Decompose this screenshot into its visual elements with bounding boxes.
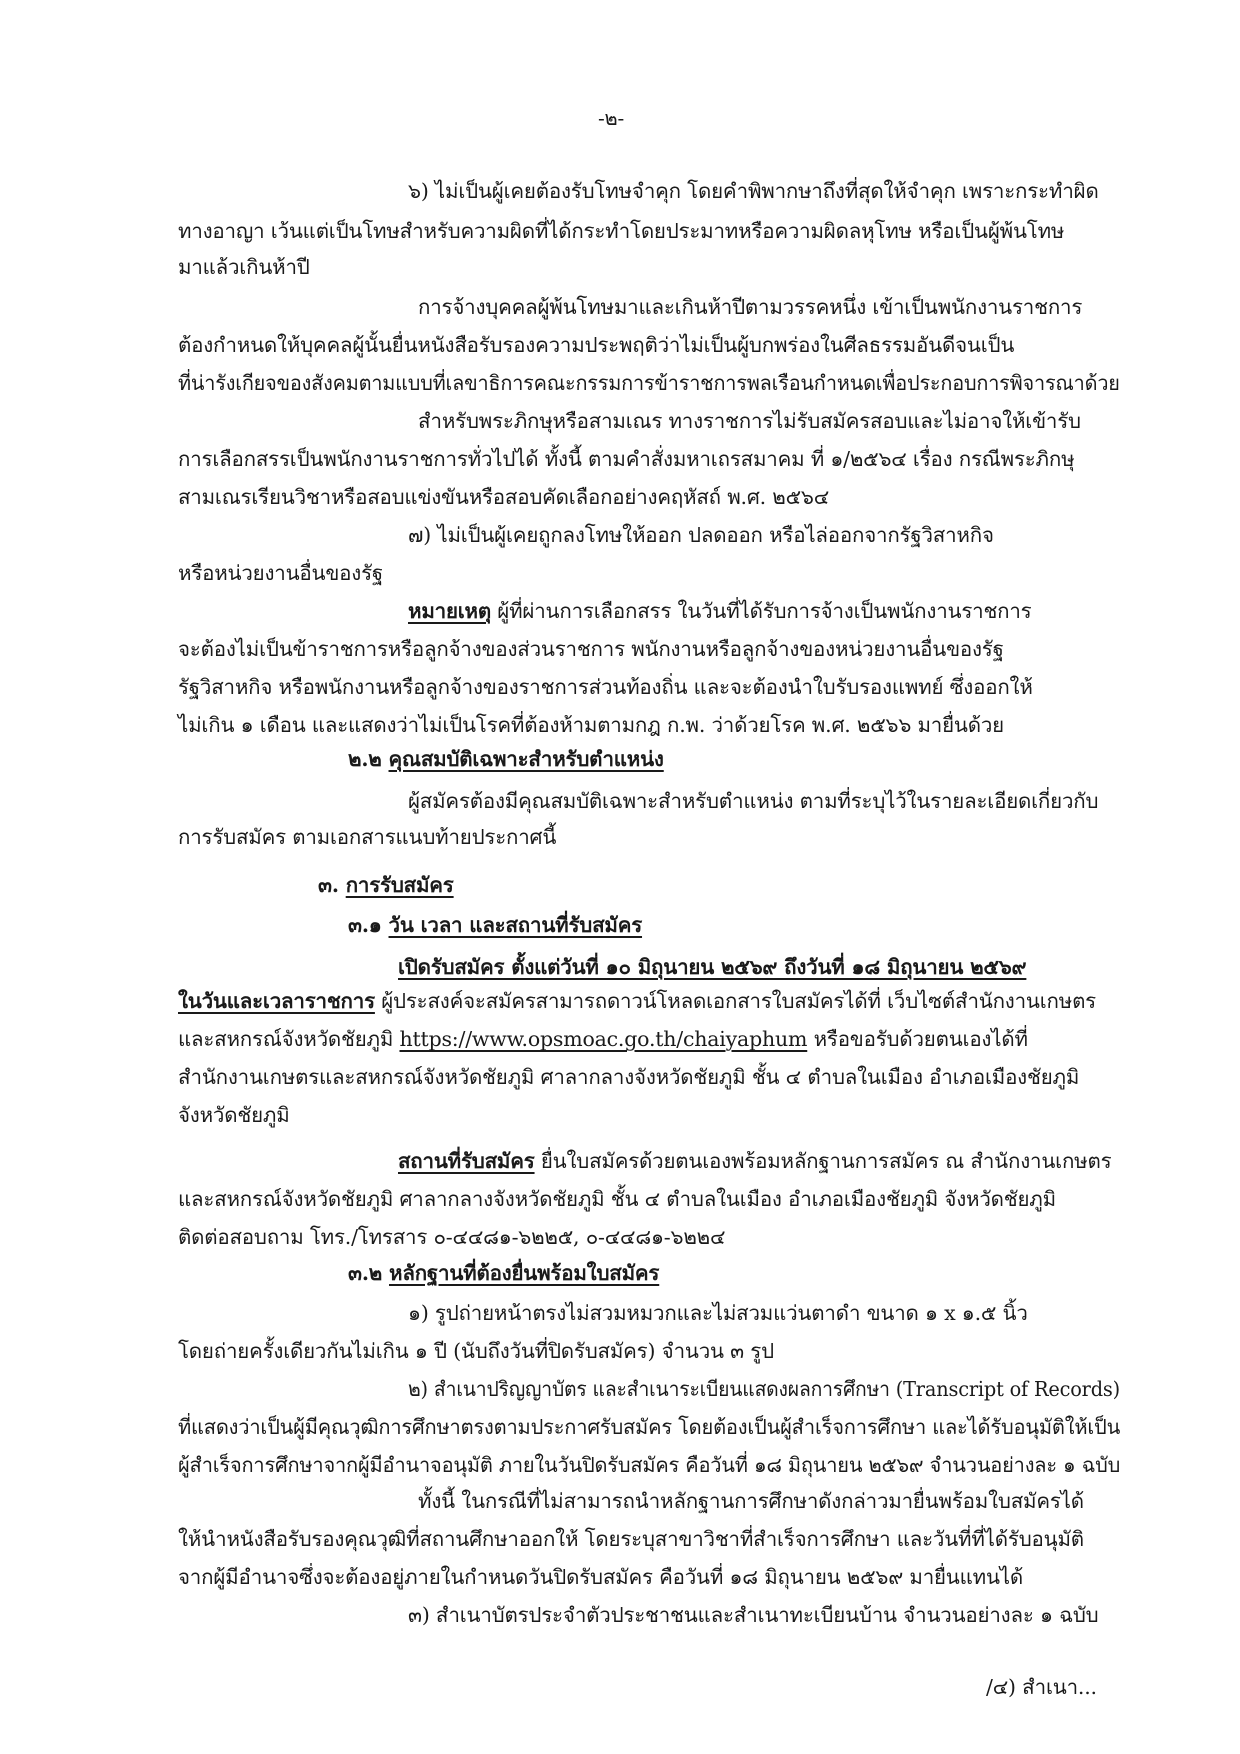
- text-line: การเลือกสรรเป็นพนักงานราชการทั่วไปได้ ทั้งนี้ ตามคำสั่งมหาเถรสมาคม ที่ ๑/๒๕๖๔ เรื่อง กรณีพระภิกษุ: [178, 447, 1075, 471]
- section-title: หลักฐานที่ต้องยื่นพร้อมใบสมัคร: [389, 1261, 660, 1285]
- text-line: สามเณรเรียนวิชาหรือสอบแข่งขันหรือสอบคัดเลือกอย่างคฤหัสถ์ พ.ศ. ๒๕๖๔: [178, 485, 830, 509]
- qualification-7: ๗) ไม่เป็นผู้เคยถูกลงโทษให้ออก ปลดออก หรือไล่ออกจากรัฐวิสาหกิจ: [408, 523, 994, 547]
- text-line: รัฐวิสาหกิจ หรือพนักงานหรือลูกจ้างของราชการส่วนท้องถิ่น และจะต้องนำใบรับรองแพทย์ ซึ่งออกให้: [178, 675, 1033, 699]
- text-span: ผู้ประสงค์จะสมัครสามารถดาวน์โหลดเอกสารใบสมัครได้ที่ เว็บไซต์สำนักงานเกษตร: [374, 989, 1096, 1013]
- paragraph-start: สำหรับพระภิกษุหรือสามเณร ทางราชการไม่รับสมัครสอบและไม่อาจให้เข้ารับ: [418, 409, 1081, 433]
- section-3-1-heading: [348, 910, 642, 940]
- text-line: [178, 1024, 1028, 1054]
- document-item-1: ๑) รูปถ่ายหน้าตรงไม่สวมหมวกและไม่สวมแว่นตาดำ ขนาด ๑ x ๑.๕ นิ้ว: [408, 1301, 1028, 1325]
- office-hours-label: ในวันและเวลาราชการ: [178, 989, 375, 1013]
- section-title: การรับสมัคร: [345, 873, 454, 897]
- section-2-2-heading: [348, 744, 664, 774]
- qualification-6: ๖) ไม่เป็นผู้เคยต้องรับโทษจำคุก โดยคำพิพากษาถึงที่สุดให้จำคุก เพราะกระทำผิด: [408, 179, 1099, 203]
- text-line: หรือหน่วยงานอื่นของรัฐ: [178, 561, 384, 585]
- text-line: ผู้สำเร็จการศึกษาจากผู้มีอำนาจอนุมัติ ภายในวันปิดรับสมัคร คือวันที่ ๑๘ มิถุนายน ๒๕๖๙ จำนวนอย่างละ ๑ ฉบับ: [178, 1453, 1121, 1477]
- text-line: ไม่เกิน ๑ เดือน และแสดงว่าไม่เป็นโรคที่ต้องห้ามตามกฎ ก.พ. ว่าด้วยโรค พ.ศ. ๒๕๖๖ มายื่นด้วย: [178, 713, 1004, 737]
- document-item-2: ๒) สำเนาปริญญาบัตร และสำเนาระเบียนแสดงผลการศึกษา (Transcript of Records): [408, 1377, 1121, 1401]
- remark-label: หมายเหตุ: [408, 599, 491, 623]
- website-link[interactable]: https://www.opsmoac.go.th/chaiyaphum: [399, 1027, 808, 1051]
- text-line: การรับสมัคร ตามเอกสารแนบท้ายประกาศนี้: [178, 825, 557, 849]
- text-line: ให้นำหนังสือรับรองคุณวุฒิที่สถานศึกษาออกให้ โดยระบุสาขาวิชาที่สำเร็จการศึกษา และวันที่ที่ได้รับอนุมัติ: [178, 1527, 1084, 1551]
- section-number: ๓.๑: [348, 913, 389, 937]
- paragraph-start: การจ้างบุคคลผู้พ้นโทษมาและเกินห้าปีตามวรรคหนึ่ง เข้าเป็นพนักงานราชการ: [418, 295, 1083, 319]
- document-item-3: ๓) สำเนาบัตรประจำตัวประชาชนและสำเนาทะเบียนบ้าน จำนวนอย่างละ ๑ ฉบับ: [408, 1603, 1099, 1627]
- text-line: จากผู้มีอำนาจซึ่งจะต้องอยู่ภายในกำหนดวันปิดรับสมัคร คือวันที่ ๑๘ มิถุนายน ๒๕๖๙ มายื่นแทนได้: [178, 1565, 1023, 1589]
- text-span: ยื่นใบสมัครด้วยตนเองพร้อมหลักฐานการสมัคร ณ สำนักงานเกษตร: [534, 1149, 1112, 1173]
- text-line: จะต้องไม่เป็นข้าราชการหรือลูกจ้างของส่วนราชการ พนักงานหรือลูกจ้างของหน่วยงานอื่นของรัฐ: [178, 637, 1004, 661]
- text-line: จังหวัดชัยภูมิ: [178, 1103, 290, 1127]
- text-span: และสหกรณ์จังหวัดชัยภูมิ: [178, 1027, 400, 1051]
- application-period: เปิดรับสมัคร ตั้งแต่วันที่ ๑๐ มิถุนายน ๒๕๖๙ ถึงวันที่ ๑๘ มิถุนายน ๒๕๖๙: [398, 955, 1027, 979]
- section-number: ๓.๒: [348, 1261, 390, 1285]
- remark-text: ผู้ที่ผ่านการเลือกสรร ในวันที่ได้รับการจ้างเป็นพนักงานราชการ: [490, 599, 1032, 623]
- section-number: ๒.๒: [348, 747, 389, 771]
- text-line: ต้องกำหนดให้บุคคลผู้นั้นยื่นหนังสือรับรองความประพฤติว่าไม่เป็นผู้บกพร่องในศีลธรรมอันดีจนเป็น: [178, 333, 1015, 357]
- text-span: หรือขอรับด้วยตนเองได้ที่: [807, 1027, 1028, 1051]
- page-number: -๒-: [598, 106, 625, 130]
- text-line: [398, 1146, 1111, 1176]
- text-line: ทางอาญา เว้นแต่เป็นโทษสำหรับความผิดที่ได้กระทำโดยประมาทหรือความผิดลหุโทษ หรือเป็นผู้พ้นโทษ: [178, 219, 1065, 243]
- section-number: ๓.: [318, 873, 346, 897]
- text-line: ที่แสดงว่าเป็นผู้มีคุณวุฒิการศึกษาตรงตามประกาศรับสมัคร โดยต้องเป็นผู้สำเร็จการศึกษา และได้รับอนุมัติให้เป็น: [178, 1415, 1121, 1439]
- paragraph-start: ผู้สมัครต้องมีคุณสมบัติเฉพาะสำหรับตำแหน่ง ตามที่ระบุไว้ในรายละเอียดเกี่ยวกับ: [408, 789, 1099, 813]
- section-title: วัน เวลา และสถานที่รับสมัคร: [388, 913, 643, 937]
- text-line: โดยถ่ายครั้งเดียวกันไม่เกิน ๑ ปี (นับถึงวันที่ปิดรับสมัคร) จำนวน ๓ รูป: [178, 1339, 774, 1363]
- paragraph-start: ทั้งนี้ ในกรณีที่ไม่สามารถนำหลักฐานการศึกษาดังกล่าวมายื่นพร้อมใบสมัครได้: [418, 1489, 1084, 1513]
- contact-line: ติดต่อสอบถาม โทร./โทรสาร ๐-๔๔๘๑-๖๒๒๕, ๐-๔๔๘๑-๖๒๒๔: [178, 1225, 726, 1249]
- section-3-2-heading: [348, 1258, 659, 1288]
- application-location-label: สถานที่รับสมัคร: [398, 1149, 535, 1173]
- section-3-heading: [318, 870, 454, 900]
- footer-continuation: /๔) สำเนา...: [986, 1675, 1097, 1699]
- text-line: สำนักงานเกษตรและสหกรณ์จังหวัดชัยภูมิ ศาลากลางจังหวัดชัยภูมิ ชั้น ๔ ตำบลในเมือง อำเภอเมืองชัยภูมิ: [178, 1065, 1080, 1089]
- text-line: ที่น่ารังเกียจของสังคมตามแบบที่เลขาธิการคณะกรรมการข้าราชการพลเรือนกำหนดเพื่อประกอบการพิจารณาด้วย: [178, 371, 1120, 395]
- text-line: [178, 986, 1096, 1016]
- text-line: มาแล้วเกินห้าปี: [178, 255, 310, 279]
- section-title: คุณสมบัติเฉพาะสำหรับตำแหน่ง: [388, 747, 664, 771]
- remark-line: [408, 596, 1032, 626]
- text-line: และสหกรณ์จังหวัดชัยภูมิ ศาลากลางจังหวัดชัยภูมิ ชั้น ๔ ตำบลในเมือง อำเภอเมืองชัยภูมิ จังหวัดชัยภูมิ: [178, 1187, 1056, 1211]
